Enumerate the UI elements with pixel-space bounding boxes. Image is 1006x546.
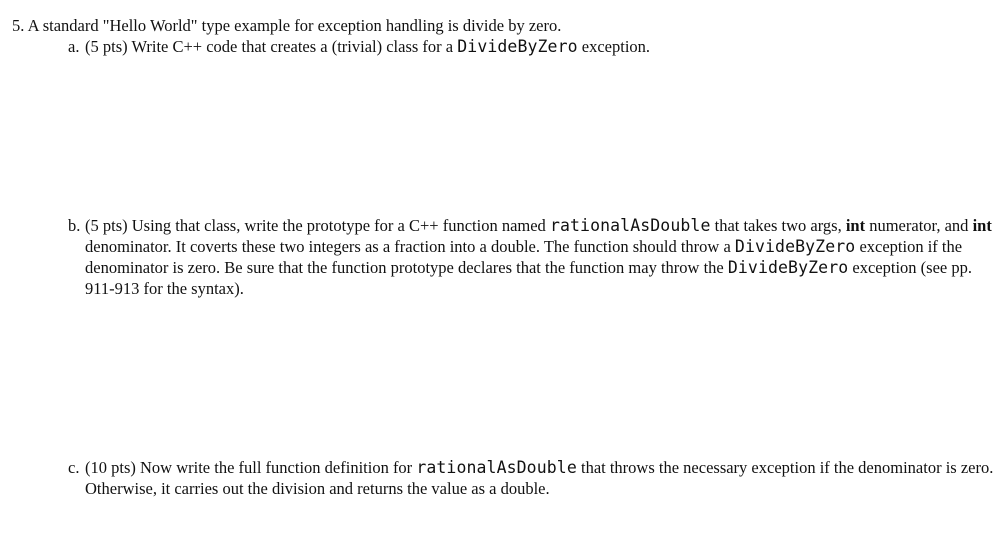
code-divide-by-zero: DivideByZero [734, 237, 856, 256]
keyword-int: int [972, 216, 992, 235]
part-b-marker: b. [68, 216, 81, 235]
code-rational-as-double: rationalAsDouble [549, 216, 711, 235]
part-a-text-2: exception. [577, 37, 651, 56]
part-b-text-4: denominator. It coverts these two integers as a fraction into a double. The function should throw a [85, 237, 735, 256]
part-c-text-2: that throws the necessary exception if the denominator is zero. Otherwise, it carries out the division and returns the value as a double. [85, 458, 994, 498]
part-b-text-1: (5 pts) Using that class, write the prototype for a C++ function named [85, 216, 550, 235]
part-a [68, 36, 1000, 57]
part-a-text-1: (5 pts) Write C++ code that creates a (trivial) class for a [85, 37, 458, 56]
part-b-text [85, 215, 1000, 299]
part-c-text-1: (10 pts) Now write the full function definition for [85, 458, 417, 477]
part-b-text-2: that takes two args, [710, 216, 846, 235]
question-stem: 5. A standard "Hello World" type example for exception handling is divide by zero. [12, 16, 562, 35]
part-a-text [85, 36, 1000, 57]
part-c-text [85, 457, 1000, 499]
code-divide-by-zero: DivideByZero [727, 258, 849, 277]
keyword-int: int [845, 216, 866, 235]
part-b-text-6: exception (see pp. 911-913 for the syntax). [85, 258, 972, 298]
code-rational-as-double: rationalAsDouble [416, 458, 577, 477]
part-a-marker: a. [68, 37, 80, 56]
part-c-marker: c. [68, 458, 80, 477]
part-b-text-5: exception if the denominator is zero. Be sure that the function prototype declares that the function may throw the [85, 237, 963, 277]
part-c [68, 457, 1000, 499]
part-b-text-3: numerator, and [865, 216, 973, 235]
part-b [68, 215, 1000, 299]
code-divide-by-zero: DivideByZero [457, 37, 578, 56]
